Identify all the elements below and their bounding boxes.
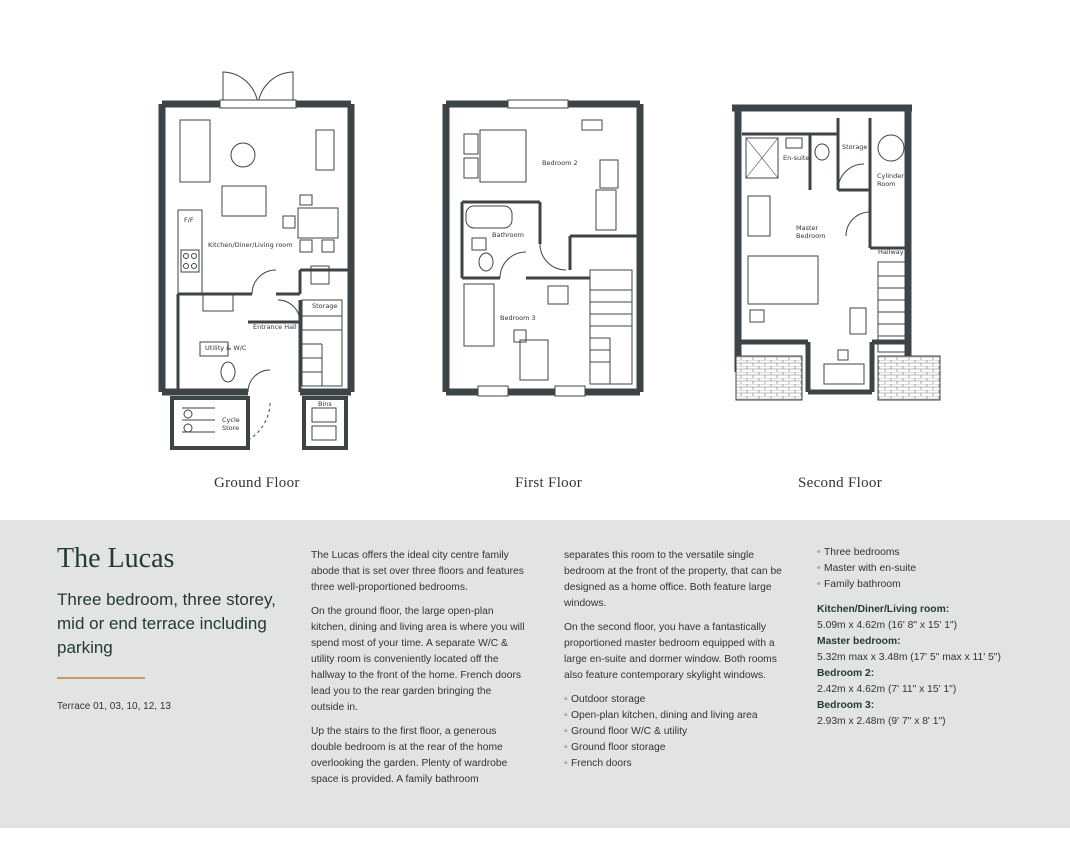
description-paragraph: On the ground floor, the large open-plan kitchen, dining and living area is where you will spend most of your time. A separate W/C & utility room is conveniently located off the hallway to the front of the home. French doors lead you to the rear garden bringing the outside in. [311, 606, 525, 713]
room-label-hallway: Hallway [878, 248, 904, 256]
room-label-ff: F/F [184, 216, 194, 224]
ground-floor-plan [162, 72, 351, 448]
room-label-bins: Bins [318, 400, 332, 408]
accent-rule [57, 677, 145, 679]
room-label-bedroom-3: Bedroom 3 [500, 314, 536, 322]
description-paragraph: On the second floor, you have a fantastically proportioned master bedroom equipped with a large en-suite and dormer window. Both rooms also feature contemporary skylight windows. [564, 622, 777, 681]
room-label-entrance-hall: Entrance Hall [253, 323, 297, 331]
summary-item [817, 545, 1057, 561]
bullet-dot: • [564, 694, 568, 705]
feature-text: French doors [571, 758, 632, 769]
feature-item [564, 724, 789, 740]
room-label-store: Store [222, 424, 240, 432]
bullet-dot: • [564, 726, 568, 737]
room-label-cylinder: Cylinder [877, 172, 904, 180]
summary-item [817, 561, 1057, 577]
description-column-2 [564, 548, 789, 772]
second-floor-plan [732, 108, 940, 400]
floor-label-ground: Ground Floor [214, 475, 300, 491]
description-paragraph: The Lucas offers the ideal city centre family abode that is set over three floors and features three well-proportioned bedrooms. [311, 550, 524, 593]
bullet-dot: • [817, 579, 821, 590]
dimension-size: 2.42m x 4.62m (7' 11" x 15' 1") [817, 684, 957, 695]
feature-list [564, 692, 789, 772]
description-paragraph: separates this room to the versatile single bedroom at the front of the property, that can be designed as a home office. Both feature large windows. [564, 550, 782, 609]
summary-text: Master with en-suite [824, 563, 917, 574]
terrace-numbers: Terrace 01, 03, 10, 12, 13 [57, 701, 171, 712]
feature-item [564, 692, 789, 708]
room-label-room: Room [877, 180, 896, 188]
description-paragraph: Up the stairs to the first floor, a generous double bedroom is at the rear of the home overlooking the garden. Plenty of wardrobe space is provided. A family bathroom [311, 726, 508, 785]
floor-label-first: First Floor [515, 475, 583, 491]
summary-text: Family bathroom [824, 579, 901, 590]
first-floor-labels [492, 159, 578, 322]
dimension-list [817, 602, 1057, 730]
room-label-kitchen: Kitchen/Diner/Living room [208, 241, 293, 249]
home-subtitle: Three bedroom, three storey, mid or end terrace including parking [57, 590, 276, 657]
bullet-dot: • [564, 758, 568, 769]
floor-label-second: Second Floor [798, 475, 883, 491]
room-label-en-suite: En-suite [783, 154, 810, 162]
dimension-room: Kitchen/Diner/Living room: [817, 604, 950, 615]
dimension-room: Bedroom 3: [817, 700, 875, 711]
room-label-utility: Utility & W/C [205, 344, 247, 352]
feature-item [564, 740, 789, 756]
feature-item [564, 708, 789, 724]
summary-list [817, 545, 1057, 593]
bullet-dot: • [817, 547, 821, 558]
home-title: The Lucas [57, 543, 175, 574]
summary-item [817, 577, 1057, 593]
summary-text: Three bedrooms [824, 547, 900, 558]
room-label-bathroom: Bathroom [492, 231, 524, 239]
dimension-size: 2.93m x 2.48m (9' 7" x 8' 1") [817, 716, 946, 727]
feature-text: Ground floor W/C & utility [571, 726, 688, 737]
specs-column [817, 545, 1057, 730]
bullet-dot: • [817, 563, 821, 574]
first-floor-plan [446, 100, 640, 396]
room-label-storage: Storage [312, 302, 338, 310]
dimension-room: Bedroom 2: [817, 668, 875, 679]
dimension-size: 5.32m max x 3.48m (17' 5" max x 11' 5") [817, 652, 1001, 663]
feature-text: Ground floor storage [571, 742, 666, 753]
description-column-1 [311, 548, 526, 796]
room-label-master: Master [796, 224, 819, 232]
dimension-room: Master bedroom: [817, 636, 901, 647]
dimension-size: 5.09m x 4.62m (16' 8" x 15' 1") [817, 620, 958, 631]
feature-text: Open-plan kitchen, dining and living area [571, 710, 758, 721]
feature-text: Outdoor storage [571, 694, 646, 705]
room-label-bedroom-2: Bedroom 2 [542, 159, 578, 167]
feature-item [564, 756, 789, 772]
room-label-storage-second: Storage [842, 143, 868, 151]
bullet-dot: • [564, 710, 568, 721]
room-label-bedroom: Bedroom [796, 232, 826, 240]
bullet-dot: • [564, 742, 568, 753]
room-label-cycle: Cycle [222, 416, 240, 424]
